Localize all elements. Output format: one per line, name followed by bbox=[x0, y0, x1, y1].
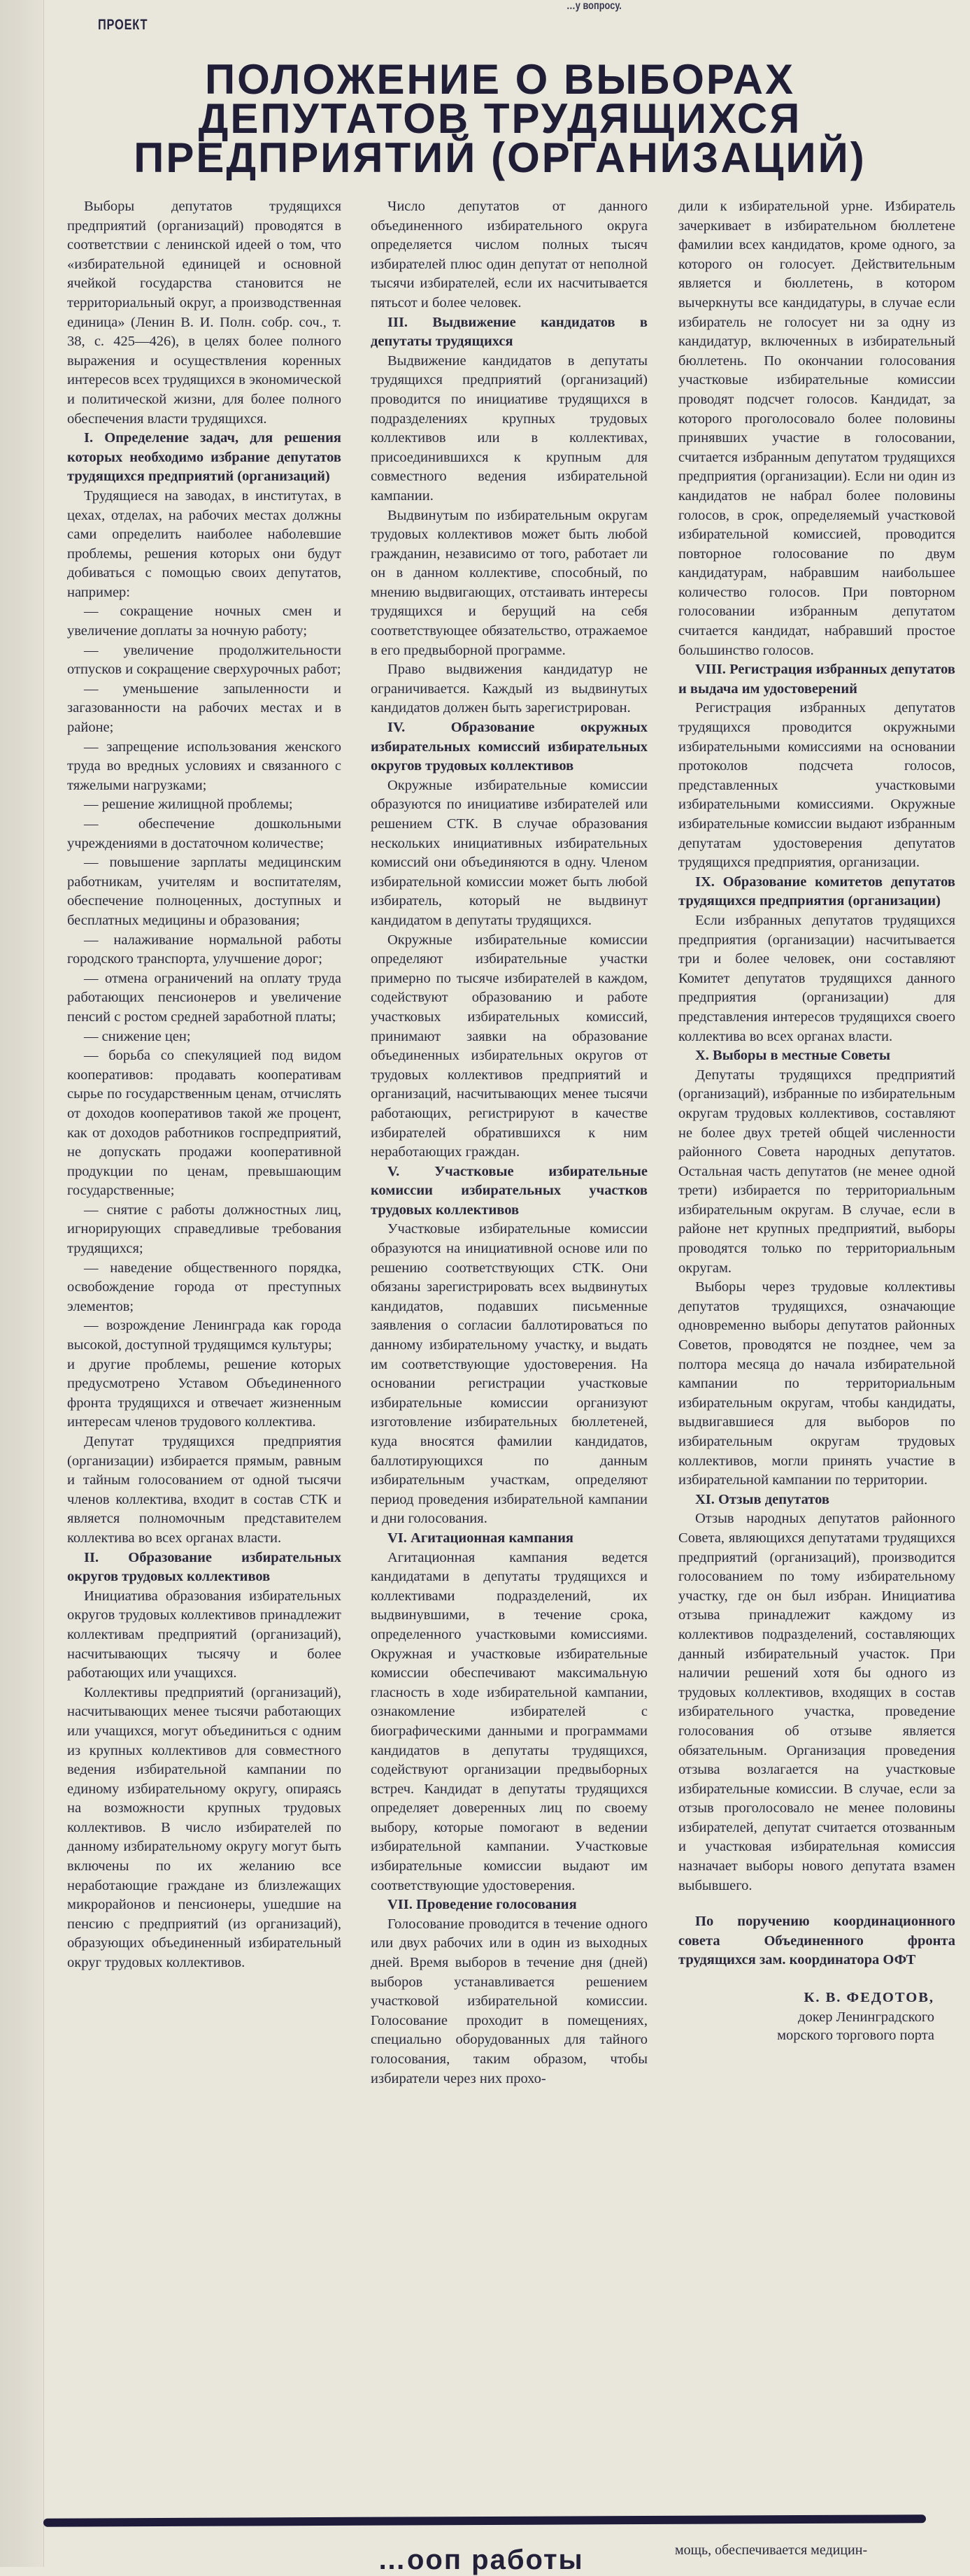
body-paragraph: — отмена ограничений на оплату труда работающих пенсионеров и увеличение пенсий с ростом средней заработной платы; bbox=[67, 970, 341, 1025]
section-heading: VI. Агитационная кампания bbox=[387, 1530, 573, 1546]
title-line: ПОЛОЖЕНИЕ О ВЫБОРАХ bbox=[205, 56, 795, 103]
body-paragraph: Депутаты трудящихся предприятий (организаций), избранные по избирательным округам трудовых коллективов, составляют не более двух третей общей численности районного Совета народных депутатов. Остальная часть депутатов (не менее одной трети) избирается по территориальным избирательным округам. В случае, если в районе нет крупных предприятий, выборы проводятся только по территориальным округам. bbox=[678, 1067, 955, 1276]
body-paragraph: Коллективы предприятий (организаций), насчитывающих менее тысячи работающих или учащихся, могут объединиться с одним из крупных коллективов для совместного ведения избирательной кампании по единому избирательному округу, опираясь на возможности крупных трудовых коллективов. В число избирателей по данному избирательному округу могут быть включены по их желанию все неработающие граждане из близлежащих микрорайонов и пенсионеры, ушедшие на пенсию с предприятий (из организаций), образующих объединенный избирательный округ трудовых коллективов. bbox=[67, 1684, 341, 1971]
body-paragraph: Регистрация избранных депутатов трудящихся проводится окружными избирательными комиссиями на основании протоколов подсчета голосов, представленных участковыми избирательными комиссиями. Окружные избирательные комиссии выдают избранным депутатам удостоверения депутатов трудящихся предприятия, организации. bbox=[678, 700, 955, 871]
section-heading: IX. Образование комитетов депутатов трудящихся предприятия (организации) bbox=[678, 874, 955, 909]
body-paragraph: — уменьшение запыленности и загазованности на рабочих местах и в районе; bbox=[67, 681, 341, 736]
body-paragraph: Выборы депутатов трудящихся предприятий (организаций) проводятся в соответствии с ленинской идеей о том, что «избирательной единицей и основной ячейкой государства становится не территориальный округ, а производственная единица» (Ленин В. И. Полн. собр. соч., т. 38, с. 425—426), в целях более полного выражения и осуществления коренных интересов всех трудящихся в экономической и политической жизни, для более полного обеспечения власти трудящихся. bbox=[67, 199, 341, 427]
article-column-3 bbox=[678, 197, 955, 2044]
author-role: докер Ленинградского bbox=[798, 2009, 934, 2025]
body-paragraph: Выдвинутым по избирательным округам трудовых коллективов может быть любой гражданин, независимо от того, работает ли он в данном коллективе, способный, по мнению выдвигающих, отстаивать интересы трудящихся и берущий на себя соответствующее обязательство, отражаемое в его предвыборной программе. bbox=[371, 507, 648, 658]
body-paragraph: — обеспечение дошкольными учреждениями в достаточном количестве; bbox=[67, 816, 341, 851]
section-heading: V. Участковые избирательные комиссии избирательных участков трудовых коллективов bbox=[371, 1163, 648, 1218]
body-paragraph: — борьба со спекуляцией под видом кооперативов: продавать кооперативам сырье по государственным ценам, отчислять от доходов кооперативов такой же процент, как от доходов работников госпредприятий, не допускать продажи кооперативной продукции по ценам, превышающим государственные; bbox=[67, 1048, 341, 1199]
article-column-1 bbox=[67, 197, 341, 1973]
author-role: морского торгового порта bbox=[777, 2027, 934, 2043]
section-heading: I. Определение задач, для решения которых необходимо избрание депутатов трудящихся предприятий (организаций) bbox=[67, 430, 341, 485]
body-paragraph: — снятие с работы должностных лиц, игнорирующих справедливые требования трудящихся; bbox=[67, 1202, 341, 1257]
body-paragraph: — запрещение использования женского труда во вредных условиях и связанного с тяжелыми нагрузками; bbox=[67, 739, 341, 793]
body-paragraph: — увеличение продолжительности отпусков и сокращение сверхурочных работ; bbox=[67, 642, 341, 678]
section-divider-rule bbox=[43, 2514, 926, 2527]
next-article-text-fragment: мощь, обеспечивается медицин- bbox=[675, 2542, 868, 2558]
body-paragraph: — повышение зарплаты медицинским работникам, учителям и воспитателям, обеспечение полноценных, доступных и бесплатных медицины и образования; bbox=[67, 855, 341, 928]
previous-article-fragment: …у вопросу. bbox=[566, 0, 622, 12]
section-heading: X. Выборы в местные Советы bbox=[695, 1048, 891, 1064]
section-heading: II. Образование избирательных округов трудовых коллективов bbox=[67, 1549, 341, 1585]
title-line: ДЕПУТАТОВ ТРУДЯЩИХСЯ bbox=[198, 95, 802, 142]
body-paragraph: дили к избирательной урне. Избиратель зачеркивает в избирательном бюллетене фамилии всех кандидатов, кроме одного, за которого он голосует. Действительным является и бюллетень, в котором вычеркнуты все кандидатуры, в случае если избиратель не голосует ни за одну из кандидатур, включенных в избирательный бюллетень. По окончании голосования участковые избирательные комиссии проводят подсчет голосов. Кандидат, за которого проголосовало более половины принявших участие в голосовании, считается избранным депутатом трудящихся предприятия (организации). Если ни один из кандидатов не набрал более половины голосов, в срок, определяемый участковой избирательной комиссией, проводится повторное голосование по двум кандидатурам, набравшим наибольшее количество голосов. При повторном голосовании избранным депутатом считается кандидат, набравший простое большинство голосов. bbox=[678, 199, 955, 658]
author-signature bbox=[678, 1988, 955, 2044]
body-paragraph: — сокращение ночных смен и увеличение доплаты за ночную работу; bbox=[67, 604, 341, 639]
kicker-label: ПРОЕКТ bbox=[98, 17, 148, 33]
title-line: ПРЕДПРИЯТИЙ (ОРГАНИЗАЦИЙ) bbox=[134, 134, 866, 181]
body-paragraph: Выдвижение кандидатов в депутаты трудящихся предприятий (организаций) проводится по инициативе трудящихся в подразделениях крупных трудовых коллективов или в коллективах, присоединившихся к крупным для совместного ведения избирательной кампании. bbox=[371, 353, 648, 504]
body-paragraph: — наведение общественного порядка, освобождение города от преступных элементов; bbox=[67, 1260, 341, 1314]
body-paragraph: — возрождение Ленинграда как города высокой, доступной трудящимся культуры; bbox=[67, 1318, 341, 1353]
author-name: К. В. ФЕДОТОВ, bbox=[804, 1990, 934, 2006]
section-heading: IV. Образование окружных избирательных комиссий избирательных округов трудовых коллективов bbox=[371, 720, 648, 774]
section-heading: VII. Проведение голосования bbox=[387, 1897, 577, 1913]
body-paragraph: Голосование проводится в течение одного или двух рабочих или в один из выходных дней. Время выборов в течение дня (дней) выборов устанавливается решением участковой избирательной комиссии. Голосование проходит в помещениях, специально оборудованных для тайного голосования, таким образом, чтобы избиратели через них прохо- bbox=[371, 1916, 648, 2086]
body-paragraph: Если избранных депутатов трудящихся предприятия (организации) насчитывается три и более человек, они составляют Комитет депутатов трудящихся данного предприятия (организации) для представления интересов трудящихся своего коллектива во всех органах власти. bbox=[678, 912, 955, 1044]
section-heading: III. Выдвижение кандидатов в депутаты трудящихся bbox=[371, 314, 648, 350]
adjacent-page-margin bbox=[0, 0, 44, 2567]
body-paragraph: Инициатива образования избирательных округов трудовых коллективов принадлежит коллективам предприятий (организаций), насчитывающих тысячу и более работающих или учащихся. bbox=[67, 1588, 341, 1681]
next-article-headline-fragment: …ооп работы bbox=[378, 2545, 584, 2575]
attribution-text: По поручению координационного совета Объединенного фронта трудящихся зам. координатора ОФТ bbox=[678, 1914, 955, 1968]
section-heading: VIII. Регистрация избранных депутатов и выдача им удостоверений bbox=[678, 662, 955, 697]
article-column-2 bbox=[371, 197, 648, 2088]
body-paragraph: Выборы через трудовые коллективы депутатов трудящихся, означающие одновременно выборы депутатов районных Советов, проводятся не позднее, чем за полтора месяца до начала избирательной кампании по территориальным избирательным округам, чтобы кандидаты, выдвигавшиеся для выборов по избирательным округам трудовых коллективов, могли принять участие в избирательной кампании по территории. bbox=[678, 1279, 955, 1488]
body-paragraph: Окружные избирательные комиссии образуются по инициативе избирателей или решением СТК. В случае образования нескольких инициативных избирательных комиссий они объединяются в одну. Членом избирательной комиссии может быть любой избиратель, который не выдвинут кандидатом в депутаты трудящихся. bbox=[371, 777, 648, 928]
body-paragraph: — снижение цен; bbox=[84, 1028, 191, 1044]
body-paragraph: Право выдвижения кандидатур не ограничивается. Каждый из выдвинутых кандидатов должен быть зарегистрирован. bbox=[371, 662, 648, 716]
body-paragraph: Число депутатов от данного объединенного избирательного округа определяется числом полных тысяч избирателей плюс один депутат от неполной тысячи избирателей, если их насчитывается пятьсот и более человек. bbox=[371, 199, 648, 311]
body-paragraph: Окружные избирательные комиссии определяют избирательные участки примерно по тысяче избирателей в каждом, содействуют образованию и работе участковых избирательных комиссий, принимают заявки на образование объединенных избирательных округов от трудовых коллективов предприятий и организаций, насчитывающих менее тысячи работающих, регистрируют в качестве избирателей обратившихся к ним неработающих граждан. bbox=[371, 932, 648, 1160]
body-paragraph: Трудящиеся на заводах, в институтах, в цехах, отделах, на рабочих местах должны сами определить наиболее наболевшие проблемы, решения которых они будут добиваться с помощью своих депутатов, например: bbox=[67, 488, 341, 600]
body-paragraph: и другие проблемы, решение которых предусмотрено Уставом Объединенного фронта трудящихся и отвечает жизненным интересам членов трудового коллектива. bbox=[67, 1356, 341, 1430]
body-paragraph: Агитационная кампания ведется кандидатами в депутаты трудящихся и коллективами подразделений, их выдвинувшими, в течение срока, определенного участковыми комиссиями. Окружная и участковые избирательные комиссии обеспечивают максимальную гласность в ходе избирательной кампании, ознакомление избирателей с биографическими данными и программами кандидатов в депутаты трудящихся, содействуют организации предвыборных встреч. Кандидат в депутаты трудящихся определяет доверенных лиц по своему выбору, которые помогают в ведении избирательной кампании. Участковые избирательные комиссии выдают им соответствующие удостоверения. bbox=[371, 1549, 648, 1893]
body-paragraph: Отзыв народных депутатов районного Совета, являющихся депутатами трудящихся предприятий (организаций), производится голосованием по тому избирательному участку, где он был избран. Инициатива отзыва принадлежит каждому из коллективов подразделений, составляющих данный избирательный участок. При наличии решений хотя бы одного из трудовых коллективов, входящих в состав избирательного участка, проведение голосования об отзыве является обязательным. Организация проведения отзыва возлагается на участковые избирательные комиссии. В случае, если за отзыв проголосовало не менее половины избирателей, депутат считается отозванным и участковая избирательная комиссия назначает выборы нового депутата взамен выбывшего. bbox=[678, 1511, 955, 1893]
body-paragraph: — решение жилищной проблемы; bbox=[84, 797, 293, 813]
body-paragraph: — налаживание нормальной работы городского транспорта, улучшение дорог; bbox=[67, 932, 341, 967]
body-paragraph: Депутат трудящихся предприятия (организации) избирается прямым, равным и тайным голосованием от одной тысячи членов коллектива, входит в состав СТК и является полномочным представителем коллектива во всех органах власти. bbox=[67, 1434, 341, 1546]
body-paragraph: Участковые избирательные комиссии образуются на инициативной основе или по решению соответствующих СТК. Они обязаны зарегистрировать всех выдвинутых кандидатов, подавших письменные заявления о согласии баллотироваться по данному избирательному участку, и выдать им соответствующие удостоверения. На основании регистрации участковые избирательные комиссии организуют изготовление избирательных бюллетеней, куда вносятся фамилии кандидатов, баллотирующихся по данным избирательным участкам, определяют период проведения избирательной кампании и дни голосования. bbox=[371, 1221, 648, 1527]
article-title bbox=[105, 56, 895, 181]
section-heading: XI. Отзыв депутатов bbox=[695, 1491, 829, 1507]
